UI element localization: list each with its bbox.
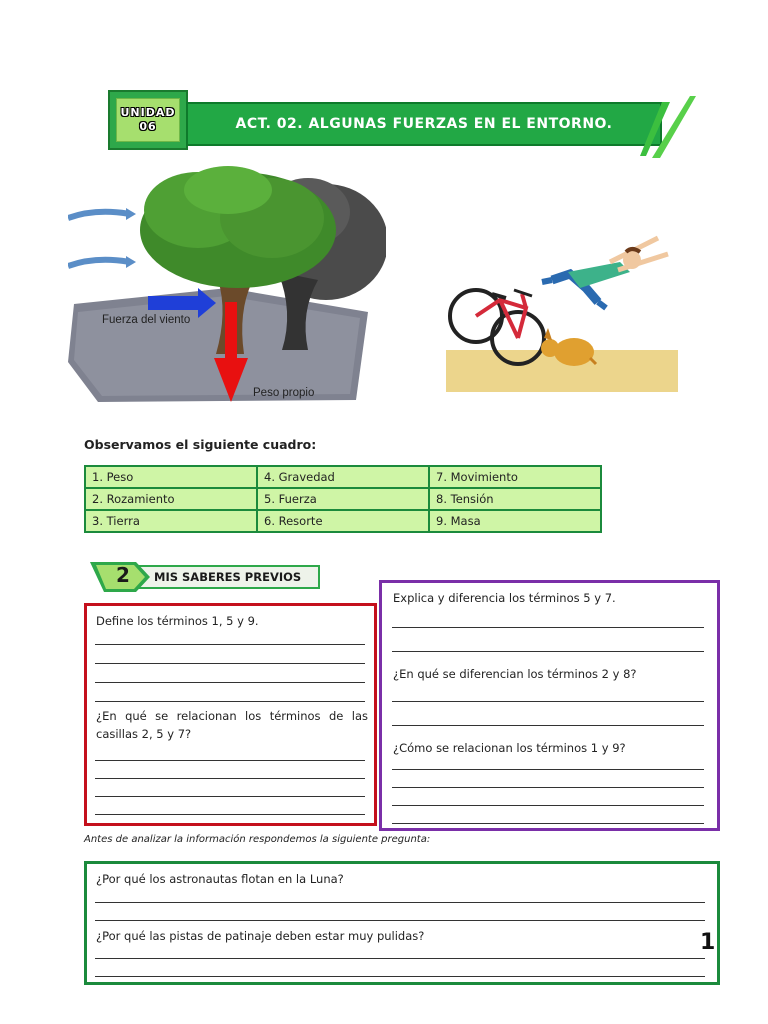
section-banner xyxy=(90,562,322,592)
answer-line[interactable] xyxy=(95,814,365,815)
answer-line[interactable] xyxy=(392,725,704,726)
table-cell: 8. Tensión xyxy=(429,488,601,510)
bicycle-fall-illustration xyxy=(440,214,678,392)
table-row xyxy=(85,466,601,488)
pre-question-note: Antes de analizar la información respondemos la siguiente pregunta: xyxy=(84,834,431,845)
table-cell: 1. Peso xyxy=(85,466,257,488)
table-cell: 3. Tierra xyxy=(85,510,257,532)
table-cell: 9. Masa xyxy=(429,510,601,532)
question-differ: ¿En qué se diferencian los términos 2 y 8? xyxy=(393,667,637,681)
answer-line[interactable] xyxy=(392,627,704,628)
table-cell: 2. Rozamiento xyxy=(85,488,257,510)
answer-line[interactable] xyxy=(95,701,365,702)
answer-line[interactable] xyxy=(392,787,704,788)
unit-badge-inner xyxy=(116,98,180,142)
answer-line[interactable] xyxy=(392,805,704,806)
title-banner xyxy=(186,102,662,146)
table-row xyxy=(85,488,601,510)
answer-line[interactable] xyxy=(95,778,365,779)
unit-badge xyxy=(108,90,188,150)
table-row xyxy=(85,510,601,532)
page-number: 1 xyxy=(700,930,716,955)
question-relate: ¿En qué se relacionan los términos de las casillas 2, 5 y 7? xyxy=(96,709,368,741)
answer-line[interactable] xyxy=(392,651,704,652)
answer-line[interactable] xyxy=(95,796,365,797)
banner-swoosh-icon xyxy=(640,96,696,160)
answer-line[interactable] xyxy=(95,682,365,683)
unit-label: UNIDAD xyxy=(120,106,176,119)
question-define: Define los términos 1, 5 y 9. xyxy=(96,614,259,628)
table-cell: 5. Fuerza xyxy=(257,488,429,510)
table-cell: 7. Movimiento xyxy=(429,466,601,488)
answer-line[interactable] xyxy=(95,663,365,664)
question-astronauts: ¿Por qué los astronautas flotan en la Luna? xyxy=(96,872,344,886)
answer-line[interactable] xyxy=(95,760,365,761)
table-cell: 6. Resorte xyxy=(257,510,429,532)
answer-line[interactable] xyxy=(392,701,704,702)
section-banner-bar xyxy=(132,565,320,589)
observe-instruction: Observamos el siguiente cuadro: xyxy=(84,437,317,452)
wind-force-label: Fuerza del viento xyxy=(102,314,191,326)
tree-wind-illustration xyxy=(68,162,386,414)
answer-line[interactable] xyxy=(95,644,365,645)
terms-table xyxy=(84,465,602,533)
weight-label: Peso propio xyxy=(253,387,315,399)
answer-line[interactable] xyxy=(95,902,705,903)
section-title: MIS SABERES PREVIOS xyxy=(154,570,302,584)
answer-line[interactable] xyxy=(95,958,705,959)
unit-number: 06 xyxy=(139,120,157,133)
question-relate-1-9: ¿Cómo se relacionan los términos 1 y 9? xyxy=(393,741,626,755)
question-explain: Explica y diferencia los términos 5 y 7. xyxy=(393,591,616,605)
table-cell: 4. Gravedad xyxy=(257,466,429,488)
answer-line[interactable] xyxy=(392,769,704,770)
answer-line[interactable] xyxy=(95,920,705,921)
definitions-box xyxy=(84,603,377,826)
explanations-box xyxy=(379,580,720,831)
question-skating: ¿Por qué las pistas de patinaje deben estar muy pulidas? xyxy=(96,929,425,943)
answer-line[interactable] xyxy=(392,823,704,824)
answer-line[interactable] xyxy=(95,976,705,977)
page-title: ACT. 02. ALGUNAS FUERZAS EN EL ENTORNO. xyxy=(235,116,613,132)
section-number: 2 xyxy=(116,563,130,587)
final-questions-box xyxy=(84,861,720,985)
